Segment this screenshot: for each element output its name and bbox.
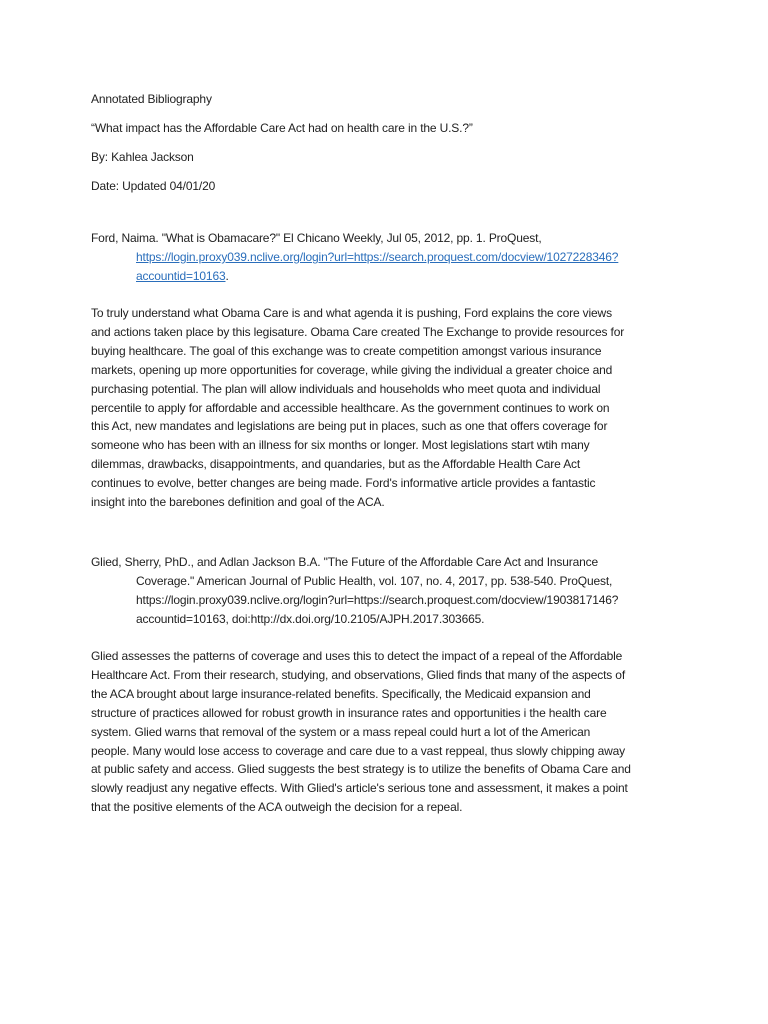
annotation-line: and actions taken place by this legisature. Obama Care created The Exchange to provide resources for: [91, 324, 625, 339]
annotation-line: buying healthcare. The goal of this exchange was to create competition amongst various insurance: [91, 343, 602, 358]
bibliography-entry-ford: [91, 229, 681, 512]
citation: [91, 229, 681, 286]
citation-line: Coverage." American Journal of Public Health, vol. 107, no. 4, 2017, pp. 538-540. ProQuest,: [136, 573, 613, 588]
date-line: Date: Updated 04/01/20: [91, 179, 216, 193]
proquest-link-continued[interactable]: accountid=10163: [136, 269, 226, 283]
annotation-line: purchasing potential. The plan will allow individuals and households who meet quota and individual: [91, 381, 601, 396]
annotation-line: structure of practices allowed for robust growth in insurance rates and opportunities i the health care: [91, 705, 607, 720]
annotation-line: markets, opening up more opportunities for coverage, while giving the individual a greater choice and: [91, 362, 613, 377]
annotation-line: continues to evolve, better changes are being made. Ford's informative article provides a fantastic: [91, 476, 596, 491]
annotation-line: insight into the barebones definition and goal of the ACA.: [91, 495, 385, 510]
annotation-line: Healthcare Act. From their research, studying, and observations, Glied finds that many of the aspects of: [91, 667, 626, 682]
document-page: [91, 90, 681, 817]
annotation-line: Glied assesses the patterns of coverage and uses this to detect the impact of a repeal of the Affordable: [91, 648, 623, 663]
annotation-line: at public safety and access. Glied suggests the best strategy is to utilize the benefits of Obama Care and: [91, 762, 631, 777]
annotation-paragraph: [91, 304, 681, 512]
citation-url-line: accountid=10163, doi:http://dx.doi.org/10.2105/AJPH.2017.303665.: [136, 611, 485, 626]
annotation-line: percentile to apply for affordable and accessible healthcare. As the government continues to work on: [91, 400, 610, 415]
annotation-line: slowly readjust any negative effects. With Glied's article's serious tone and assessment, it makes a point: [91, 781, 628, 796]
document-header: [91, 90, 681, 195]
annotation-line: this Act, new mandates and legislations are being put in places, such as one that offers coverage for: [91, 419, 608, 434]
annotation-line: system. Glied warns that removal of the system or a mass repeal could hurt a lot of the American: [91, 724, 591, 739]
annotation-line: the ACA brought about large insurance-related benefits. Specifically, the Medicaid expansion and: [91, 686, 591, 701]
annotation-line: people. Many would lose access to coverage and care due to a vast reppeal, thus slowly chipping away: [91, 743, 625, 758]
author-line: By: Kahlea Jackson: [91, 150, 194, 164]
research-question: “What impact has the Affordable Care Act had on health care in the U.S.?”: [91, 121, 473, 135]
proquest-link[interactable]: https://login.proxy039.nclive.org/login?url=https://search.proquest.com/docview/1027228346?: [136, 250, 619, 264]
citation-link-line: [91, 267, 681, 286]
bibliography-entry-glied: [91, 553, 681, 817]
citation-period: .: [225, 269, 229, 283]
citation-line: Ford, Naima. "What is Obamacare?" El Chicano Weekly, Jul 05, 2012, pp. 1. ProQuest,: [91, 231, 542, 245]
citation-line: Glied, Sherry, PhD., and Adlan Jackson B.A. "The Future of the Affordable Care Act and Insurance: [91, 554, 599, 569]
citation: [91, 553, 681, 629]
section-spacer: [91, 206, 681, 229]
annotation-line: that the positive elements of the ACA outweigh the decision for a repeal.: [91, 800, 463, 815]
annotation-line: someone who has been with an illness for six months or longer. Most legislations start wtih many: [91, 438, 590, 453]
annotation-line: dilemmas, drawbacks, disappointments, and quandaries, but as the Affordable Health Care Act: [91, 457, 581, 472]
citation-url-line: https://login.proxy039.nclive.org/login?url=https://search.proquest.com/docview/1903817146?: [136, 592, 619, 607]
annotation-line: To truly understand what Obama Care is and what agenda it is pushing, Ford explains the core views: [91, 306, 612, 320]
entry-spacer: [91, 512, 681, 553]
document-type-heading: Annotated Bibliography: [91, 92, 212, 106]
annotation-paragraph: [91, 647, 681, 817]
citation-link-line: [91, 248, 681, 267]
